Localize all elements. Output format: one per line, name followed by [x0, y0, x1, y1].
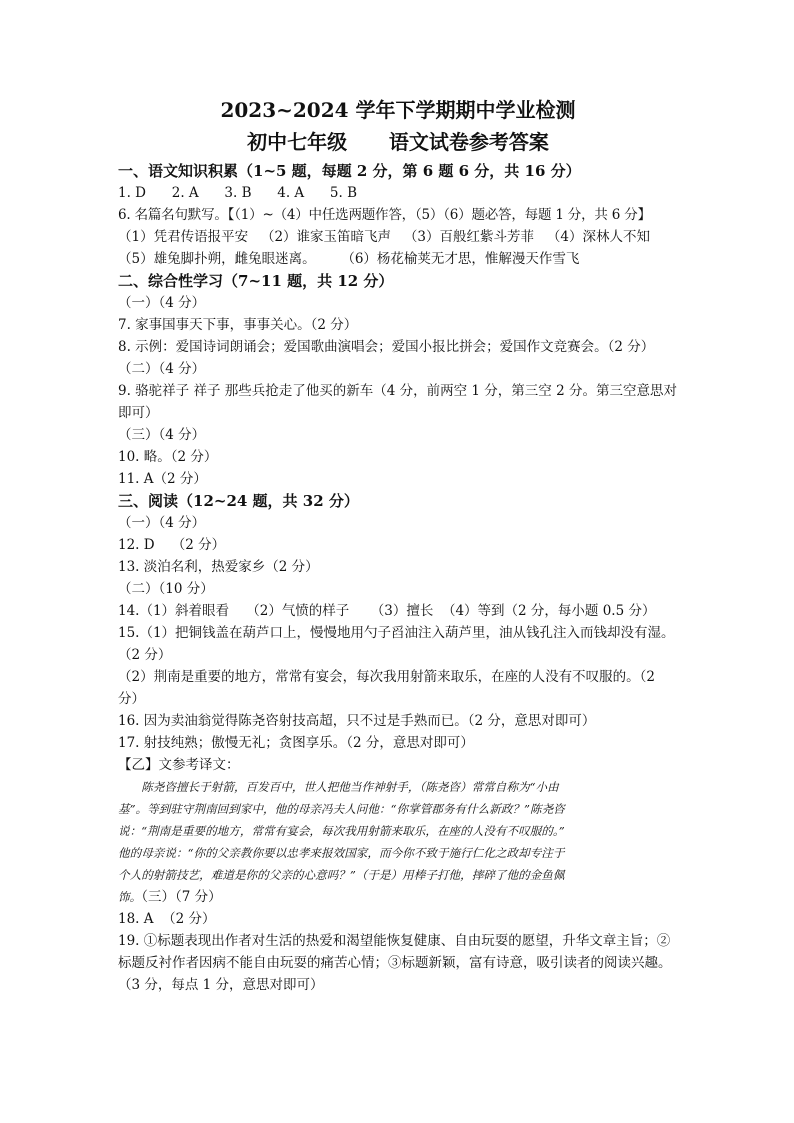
section-heading-1: 一、语文知识积累（1~5 题，每题 2 分，第 6 题 6 分，共 16 分）	[118, 162, 581, 180]
part-label: （一）（4 分）	[118, 515, 206, 531]
translation-line: 饰。	[118, 890, 142, 904]
answer-q18: 18. A （2 分）	[118, 911, 216, 927]
answer-q19: 19. ①标题表现出作者对生活的热爱和渴望能恢复健康、自由玩耍的愿望，升华文章主旨；②标题反衬作者因病不能自由玩耍的痛苦心情；③标题新颖，富有诗意，吸引读者的阅读兴趣。（3 分，每点 1 分，意思对即可）	[118, 933, 672, 993]
answer-q17: 17. 射技纯熟；傲慢无礼；贪图享乐。（2 分，意思对即可）	[118, 735, 474, 751]
answer-q9: 9. 骆驼祥子 祥子 那些兵抢走了他买的新车（4 分，前两空 1 分，第三空 2 分。第三空意思对即可）	[118, 383, 677, 421]
answer-key-page	[118, 96, 678, 996]
part-label: （三）（7 分）	[141, 889, 222, 905]
answer-q14: 14.（1）斜着眼看 （2）气愤的样子 （3）擅长 （4）等到（2 分，每小题 0.5 分）	[118, 603, 656, 619]
answer-q1-5: 1. D 2. A 3. B 4. A 5. B	[118, 185, 358, 201]
translation-tail	[118, 886, 678, 908]
translation-line: 个人的射箭技艺，难道是你的父亲的心意吗？”（于是）用棒子打他，摔碎了他的金鱼佩	[118, 868, 565, 882]
translation-line: 陈尧咨擅长于射箭，百发百中，世人把他当作神射手，（陈尧咨）常常自称为“小由	[141, 780, 559, 794]
part-label: （二）（4 分）	[118, 361, 206, 377]
answer-q6-part-a: （1）凭君传语报平安 （2）谁家玉笛暗飞声 （3）百般红紫斗芳菲 （4）深林人不知	[118, 229, 650, 245]
page-subtitle: 初中七年级 语文试卷参考答案	[247, 130, 549, 154]
section-heading-2: 二、综合性学习（7~11 题，共 12 分）	[118, 272, 394, 290]
translation-line: 说：“荆南是重要的地方，常常有宴会，每次我用射箭来取乐，在座的人没有不叹服的。”	[118, 824, 565, 838]
translation-line: 基”。等到驻守荆南回到家中，他的母亲冯夫人问他：“你掌管郡务有什么新政？”陈尧咨	[118, 802, 565, 816]
part-label: （二）（10 分）	[118, 581, 214, 597]
answer-q13: 13. 淡泊名利，热爱家乡（2 分）	[118, 559, 319, 575]
answer-q10: 10. 略。（2 分）	[118, 449, 218, 465]
answer-q15-1: 15.（1）把铜钱盖在葫芦口上，慢慢地用勺子舀油注入葫芦里，油从钱孔注入而钱却没有湿。（2 分）	[118, 625, 675, 663]
page-title: 2023~2024 学年下学期期中学业检测	[220, 98, 576, 122]
answer-q7: 7. 家事国事天下事，事事关心。（2 分）	[118, 317, 358, 333]
part-label: （三）（4 分）	[118, 427, 206, 443]
translation-heading: 【乙】文参考译文：	[118, 757, 240, 773]
answer-q16: 16. 因为卖油翁觉得陈尧咨射技高超，只不过是手熟而已。（2 分，意思对即可）	[118, 713, 596, 729]
answer-q8: 8. 示例：爱国诗词朗诵会；爱国歌曲演唱会；爱国小报比拼会；爱国作文竞赛会。（2 分）	[118, 339, 655, 355]
section-heading-3: 三、阅读（12~24 题，共 32 分）	[118, 492, 359, 510]
answer-q12: 12. D （2 分）	[118, 537, 226, 553]
translation-line: 他的母亲说：“你的父亲教你要以忠孝来报效国家，而今你不致于施行仁化之政却专注于	[118, 846, 565, 860]
answer-q6-part-b: （5）雄兔脚扑朔，雌兔眼迷离。 （6）杨花榆荚无才思，惟解漫天作雪飞	[118, 251, 580, 267]
answer-q11: 11. A（2 分）	[118, 471, 207, 487]
answer-q6: 6. 名篇名句默写。【（1）~（4）中任选两题作答，（5）（6）题必答，每题 1 分，共 6 分】	[118, 207, 651, 223]
part-label: （一）（4 分）	[118, 295, 206, 311]
answer-q15-2: （2）荆南是重要的地方，常常有宴会，每次我用射箭来取乐，在座的人没有不叹服的。（2 分）	[118, 669, 655, 707]
